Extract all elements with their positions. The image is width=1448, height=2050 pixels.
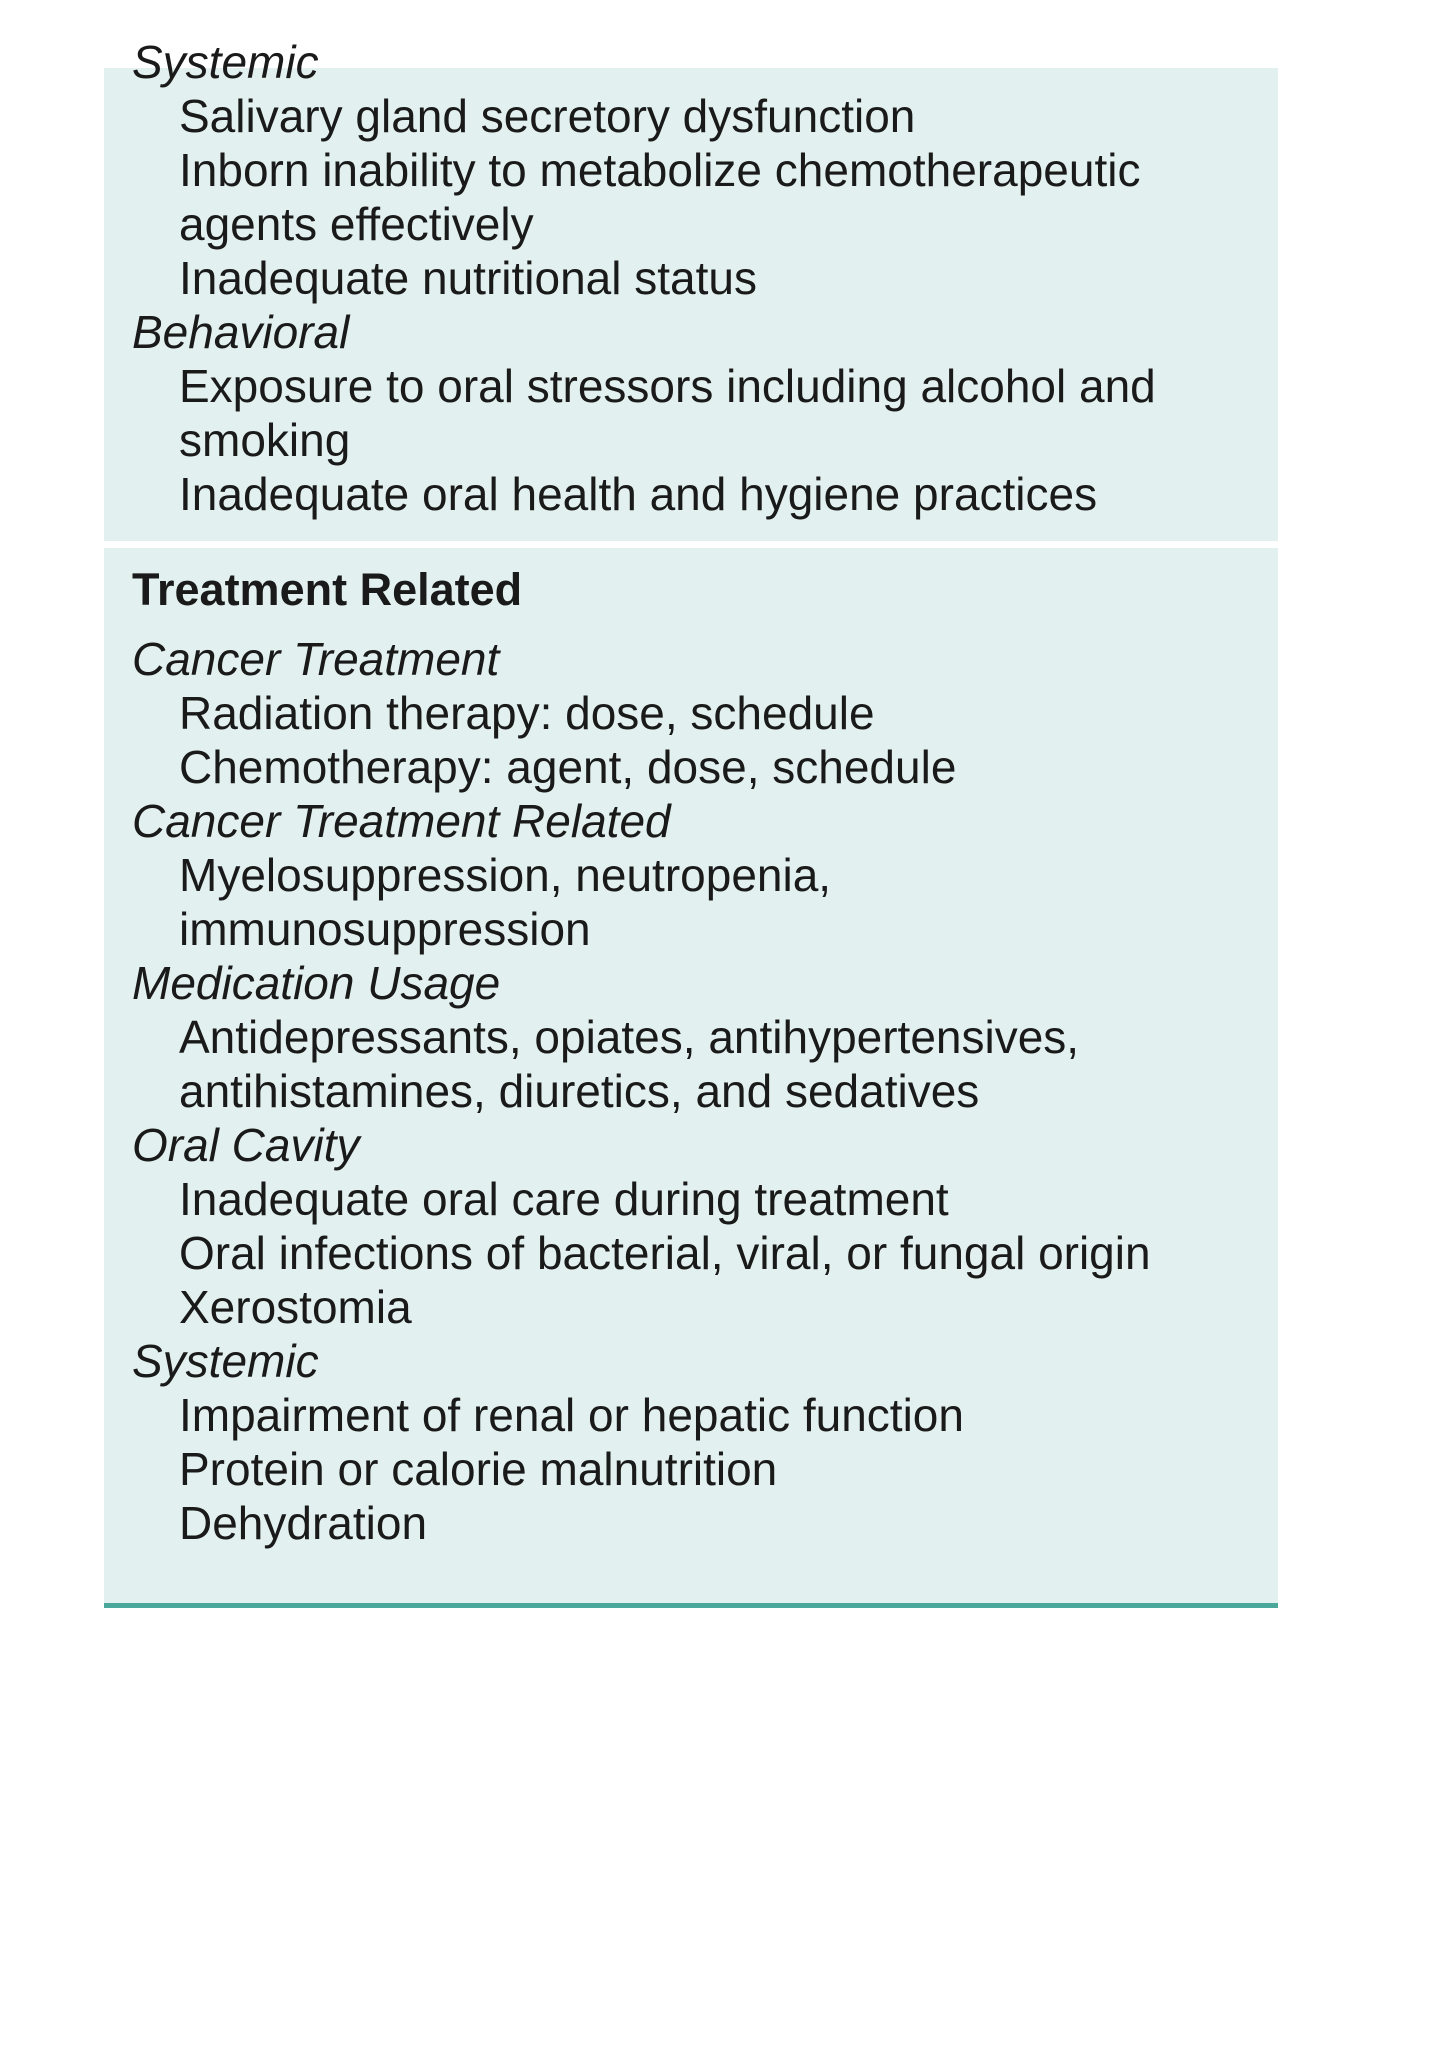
category-oral-cavity: Oral Cavity [132,1119,360,1171]
list-item: immunosuppression [179,903,591,955]
treatment-related-panel [104,548,1278,1608]
list-item: Dehydration [179,1497,428,1549]
category-behavioral: Behavioral [132,306,350,358]
list-item: Protein or calorie malnutrition [179,1443,778,1495]
list-item: Myelosuppression, neutropenia, [179,849,832,901]
category-systemic-cut: Systemic [132,36,319,88]
category-systemic: Systemic [132,1335,319,1387]
list-item: Salivary gland secretory dysfunction [179,90,916,142]
list-item: Inadequate oral health and hygiene practices [179,468,1098,520]
category-cancer-treatment-related: Cancer Treatment Related [132,795,671,847]
list-item: Oral infections of bacterial, viral, or fungal origin [179,1227,1151,1279]
table-bottom-rule [104,1603,1278,1608]
list-item: Radiation therapy: dose, schedule [179,687,875,739]
patient-related-panel [104,36,1278,541]
list-item: Inadequate nutritional status [179,252,757,304]
list-item: Inadequate oral care during treatment [179,1173,949,1225]
list-item: antihistamines, diuretics, and sedatives [179,1065,980,1117]
category-cancer-treatment: Cancer Treatment [132,633,500,685]
list-item: Exposure to oral stressors including alcohol and [179,360,1156,412]
list-item: Xerostomia [179,1281,412,1333]
list-item: agents effectively [179,198,534,250]
list-item: Inborn inability to metabolize chemotherapeutic [179,144,1141,196]
list-item: Antidepressants, opiates, antihypertensives, [179,1011,1080,1063]
list-item: smoking [179,414,351,466]
list-item: Chemotherapy: agent, dose, schedule [179,741,957,793]
category-medication-usage: Medication Usage [132,957,501,1009]
list-item: Impairment of renal or hepatic function [179,1389,964,1441]
section-heading: Treatment Related [132,564,523,615]
